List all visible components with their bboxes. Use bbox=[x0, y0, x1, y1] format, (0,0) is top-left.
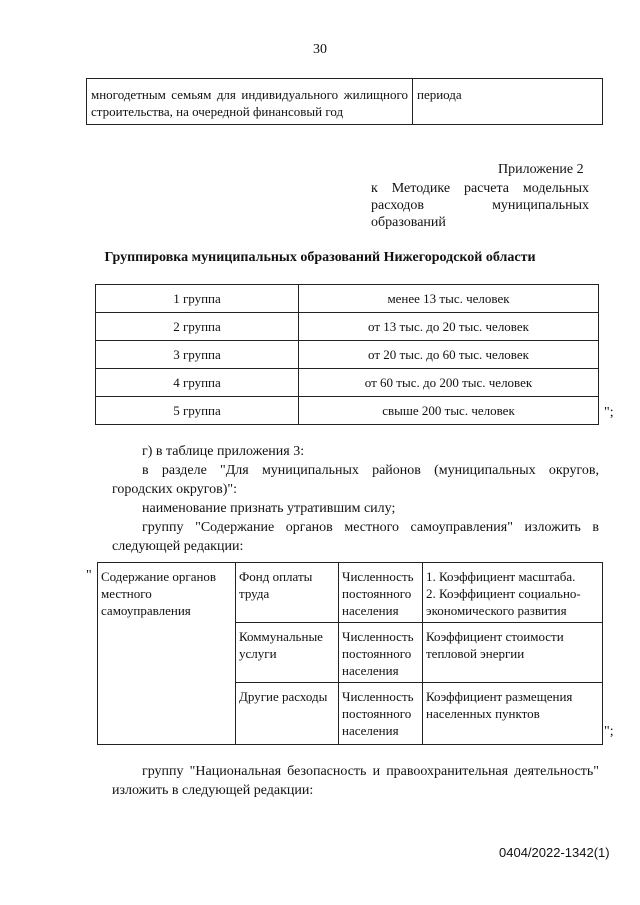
range-cell: от 20 тыс. до 60 тыс. человек bbox=[299, 341, 599, 369]
table-row bbox=[87, 79, 603, 125]
group-cell: 2 группа bbox=[96, 313, 299, 341]
page-number: 30 bbox=[313, 42, 327, 57]
coefficient-cell: 1. Коэффициент масштаба. 2. Коэффициент социально-экономического развития bbox=[423, 563, 603, 623]
indicator-cell: Численность постоянного населения bbox=[339, 683, 423, 745]
grouping-table bbox=[95, 284, 599, 425]
paragraph-security-group: группу "Национальная безопасность и правоохранительная деятельность" изложить в следующей редакции: bbox=[112, 764, 599, 798]
group-cell: 4 группа bbox=[96, 369, 299, 397]
expense-cell: Коммунальные услуги bbox=[236, 623, 339, 683]
paragraph-subpoint-g: г) в таблице приложения 3: bbox=[142, 444, 305, 459]
table-row bbox=[96, 369, 599, 397]
table-row bbox=[96, 313, 599, 341]
continuation-right-cell: периода bbox=[413, 79, 603, 125]
expense-cell: Фонд оплаты труда bbox=[236, 563, 339, 623]
table-row bbox=[96, 397, 599, 425]
coefficient-cell: Коэффициент размещения населенных пунктов bbox=[423, 683, 603, 745]
range-cell: от 60 тыс. до 200 тыс. человек bbox=[299, 369, 599, 397]
indicator-cell: Численность постоянного населения bbox=[339, 563, 423, 623]
grouping-closing-quote: "; bbox=[604, 405, 614, 420]
expense-closing-quote: "; bbox=[604, 724, 614, 739]
paragraph-section: в разделе "Для муниципальных районов (муниципальных округов, городских округов)": bbox=[112, 463, 599, 497]
group-cell: 1 группа bbox=[96, 285, 299, 313]
group-cell: 5 группа bbox=[96, 397, 299, 425]
expense-cell: Другие расходы bbox=[236, 683, 339, 745]
expense-table bbox=[97, 562, 603, 745]
paragraph-name-invalid: наименование признать утратившим силу; bbox=[142, 501, 396, 516]
range-cell: от 13 тыс. до 20 тыс. человек bbox=[299, 313, 599, 341]
table-row bbox=[96, 341, 599, 369]
table-row bbox=[96, 285, 599, 313]
expense-opening-quote: " bbox=[86, 568, 92, 583]
grouping-heading: Группировка муниципальных образований Нижегородской области bbox=[104, 250, 536, 265]
continuation-left-cell: многодетным семьям для индивидуального жилищного строительства, на очередной финансовый год bbox=[87, 79, 413, 125]
indicator-cell: Численность постоянного населения bbox=[339, 623, 423, 683]
range-cell: менее 13 тыс. человек bbox=[299, 285, 599, 313]
document-code: 0404/2022-1342(1) bbox=[499, 845, 610, 860]
range-cell: свыше 200 тыс. человек bbox=[299, 397, 599, 425]
coefficient-cell: Коэффициент стоимости тепловой энергии bbox=[423, 623, 603, 683]
group-name-cell: Содержание органов местного самоуправления bbox=[98, 563, 236, 745]
appendix-subtitle: к Методике расчета модельных расходов муниципальных образований bbox=[371, 181, 589, 230]
continuation-table bbox=[86, 78, 603, 125]
group-cell: 3 группа bbox=[96, 341, 299, 369]
paragraph-group-edit: группу "Содержание органов местного самоуправления" изложить в следующей редакции: bbox=[112, 520, 599, 554]
appendix-title: Приложение 2 bbox=[498, 162, 584, 177]
table-row bbox=[98, 563, 603, 623]
